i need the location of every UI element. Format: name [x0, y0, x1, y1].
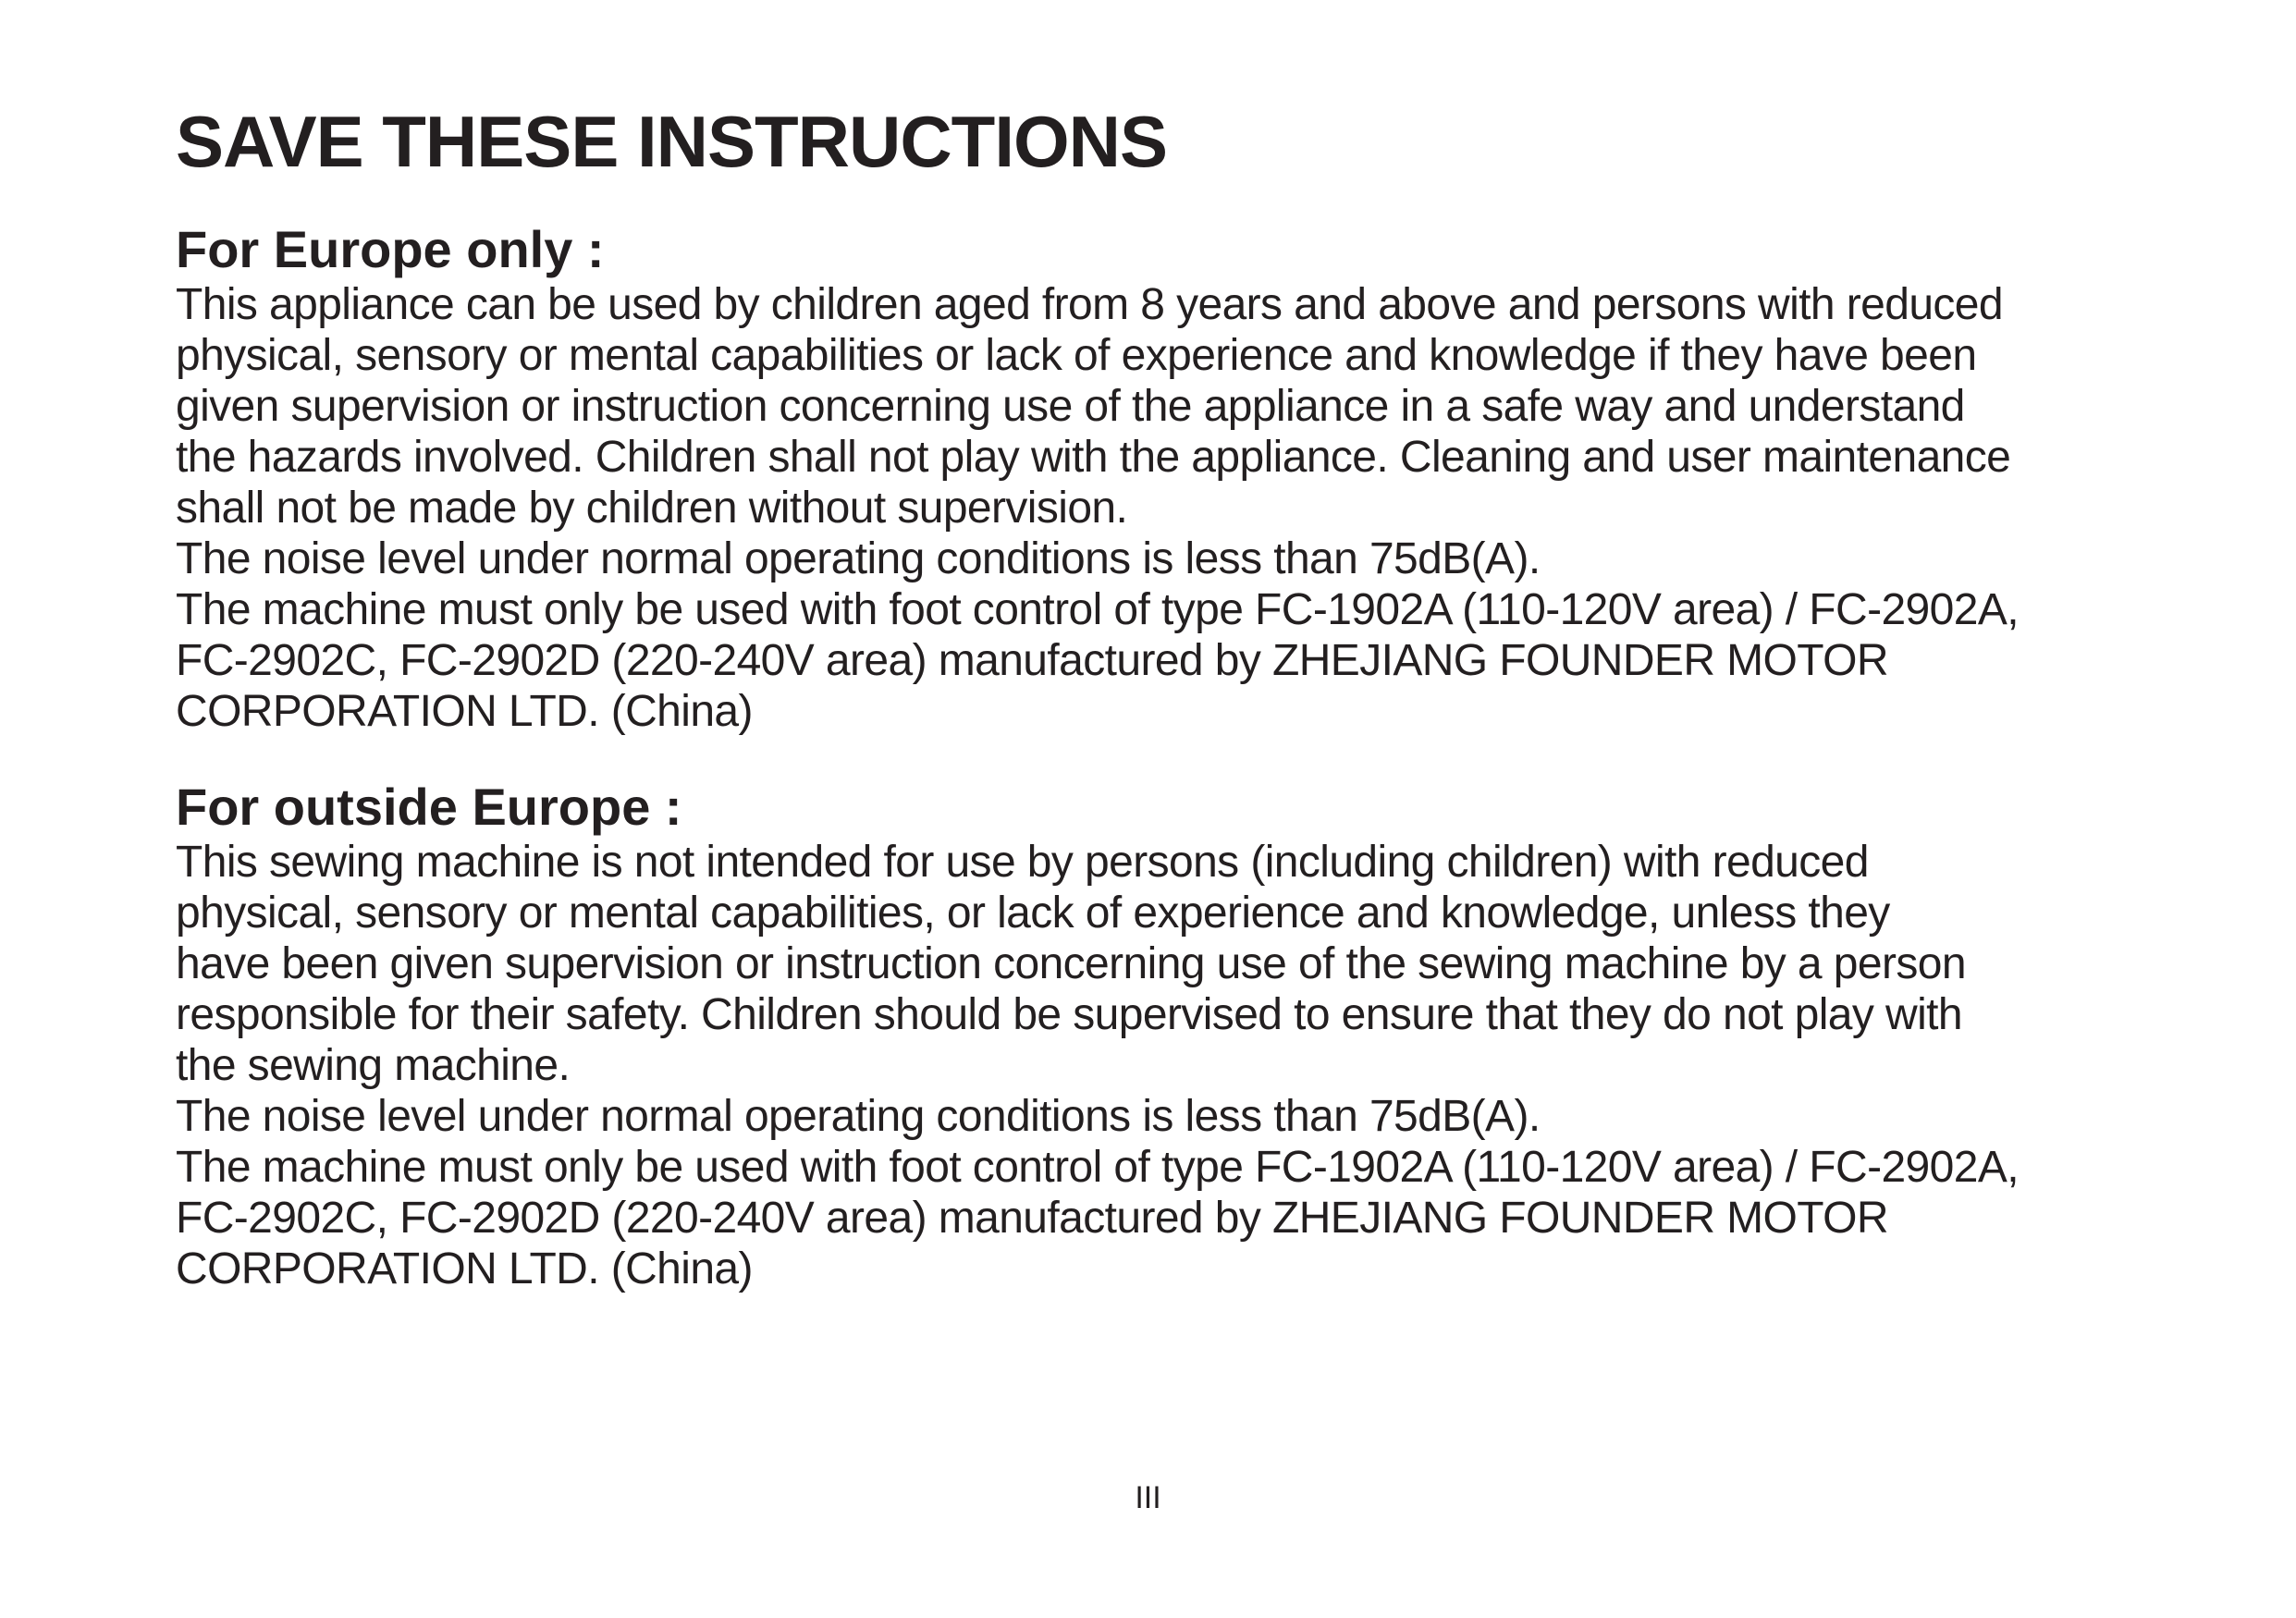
text-line: CORPORATION LTD. (China) [176, 1244, 753, 1293]
text-line: the sewing machine. [176, 1041, 571, 1090]
paragraph-foot-control [176, 584, 2164, 737]
page-title: SAVE THESE INSTRUCTIONS [176, 101, 1168, 182]
text-line: FC-2902C, FC-2902D (220-240V area) manufactured by ZHEJIANG FOUNDER MOTOR [176, 1194, 1888, 1243]
text-line: This appliance can be used by children aged from 8 years and above and persons with reduced [176, 280, 2004, 329]
paragraph-noise-level [176, 533, 2164, 584]
text-line: physical, sensory or mental capabilities or lack of experience and knowledge if they have been [176, 331, 1977, 380]
paragraph-foot-control [176, 1142, 2164, 1294]
text-line: shall not be made by children without supervision. [176, 484, 1128, 533]
text-line: The noise level under normal operating conditions is less than 75dB(A). [176, 1092, 1541, 1141]
section-heading: For Europe only : [176, 220, 605, 278]
text-line: given supervision or instruction concerning use of the appliance in a safe way and understand [176, 382, 1965, 431]
text-line: The machine must only be used with foot control of type FC-1902A (110-120V area) / FC-2902A, [176, 585, 2019, 634]
paragraph-usage-restrictions [176, 279, 2164, 533]
text-line: the hazards involved. Children shall not play with the appliance. Cleaning and user maintenance [176, 433, 2011, 482]
page-number: III [1135, 1480, 1161, 1515]
page-content [176, 100, 2164, 1294]
text-line: The noise level under normal operating conditions is less than 75dB(A). [176, 534, 1541, 583]
text-line: have been given supervision or instruction concerning use of the sewing machine by a person [176, 939, 1966, 988]
text-line: physical, sensory or mental capabilities, or lack of experience and knowledge, unless they [176, 889, 1890, 938]
section-europe-only [176, 220, 2164, 737]
text-line: This sewing machine is not intended for use by persons (including children) with reduced [176, 838, 1869, 887]
text-line: The machine must only be used with foot control of type FC-1902A (110-120V area) / FC-2902A, [176, 1143, 2019, 1192]
section-outside-europe [176, 778, 2164, 1294]
section-heading: For outside Europe : [176, 778, 682, 836]
text-line: FC-2902C, FC-2902D (220-240V area) manufactured by ZHEJIANG FOUNDER MOTOR [176, 636, 1888, 685]
text-line: CORPORATION LTD. (China) [176, 687, 753, 736]
paragraph-usage-restrictions [176, 837, 2164, 1091]
paragraph-noise-level [176, 1091, 2164, 1142]
text-line: responsible for their safety. Children should be supervised to ensure that they do not play with [176, 990, 1962, 1039]
